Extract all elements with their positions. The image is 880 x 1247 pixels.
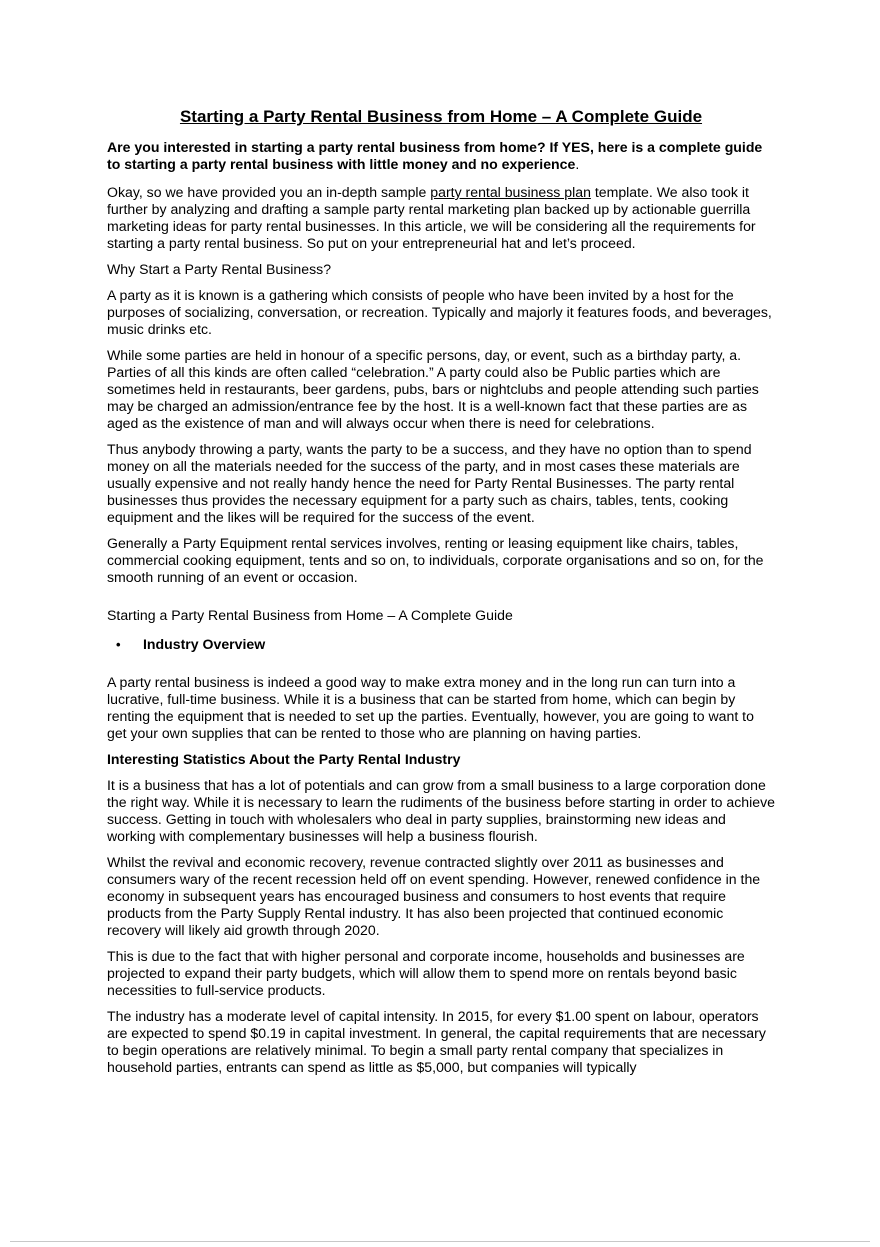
intro-text: Are you interested in starting a party rental business from home? If YES, here is a complete guide to starting a party rental business with little money and no experience <box>107 139 763 172</box>
bullet-icon: • <box>116 637 121 652</box>
paragraph-4: Thus anybody throwing a party, wants the party to be a success, and they have no option than to spend money on all the materials needed for the success of the party, and in most cases these materials are usually expensive and not really handy hence the need for Party Rental Businesses. The party rental businesses thus provides the necessary equipment for a party such as chairs, tables, tents, cooking equipment and the likes will be required for the success of the event. <box>107 441 752 525</box>
paragraph-1-before: Okay, so we have provided you an in-depth sample <box>107 184 431 200</box>
paragraph-6: A party rental business is indeed a good way to make extra money and in the long run can turn into a lucrative, full-time business. While it is a business that can be started from home, which can begin by renting the equipment that is needed to set up the parties. Eventually, however, you are going to want to get your own supplies that can be rented to those who are planning on having parties. <box>107 674 754 741</box>
page-title: Starting a Party Rental Business from Home – A Complete Guide <box>179 107 703 126</box>
paragraph-10: The industry has a moderate level of capital intensity. In 2015, for every $1.00 spent on labour, operators are expected to spend $0.19 in capital investment. In general, the capital requirements that are necessary to begin operations are relatively minimal. To begin a small party rental company that specializes in household parties, entrants can spend as little as $5,000, but companies will typically <box>107 1008 766 1075</box>
paragraph-1 <box>107 184 775 252</box>
paragraph-3: While some parties are held in honour of a specific persons, day, or event, such as a birthday party, a. Parties of all this kinds are often called “celebration.” A party could also be Public parties which are sometimes held in restaurants, beer gardens, pubs, bars or nightclubs and people attending such parties may be charged an admission/entrance fee by the host. It is a well-known fact that these parties are as aged as the existence of man and will always occur when there is need for celebrations. <box>107 347 759 431</box>
bullet-label: Industry Overview <box>143 636 266 652</box>
business-plan-link[interactable]: party rental business plan <box>430 184 591 200</box>
paragraph-8: Whilst the revival and economic recovery, revenue contracted slightly over 2011 as businesses and consumers wary of the recent recession held off on event spending. However, renewed confidence in the economy in subsequent years has encouraged business and consumers to host events that require products from the Party Supply Rental industry. It has also been projected that continued economic recovery will likely aid growth through 2020. <box>107 854 761 938</box>
why-heading: Why Start a Party Rental Business? <box>107 261 332 277</box>
paragraph-5: Generally a Party Equipment rental services involves, renting or leasing equipment like chairs, tables, commercial cooking equipment, tents and so on, to individuals, corporate organisations and so on, for the smooth running of an event or occasion. <box>107 535 764 585</box>
paragraph-7: It is a business that has a lot of potentials and can grow from a small business to a large corporation done the right way. While it is necessary to learn the rudiments of the business before starting in order to achieve success. Getting in touch with wholesalers who deal in party supplies, brainstorming new ideas and working with complementary businesses will help a business flourish. <box>107 777 775 844</box>
intro-end: . <box>575 156 580 172</box>
intro-paragraph <box>107 139 775 173</box>
bullet-item <box>107 636 775 653</box>
page-bottom-divider <box>10 1241 870 1242</box>
section-subtitle: Starting a Party Rental Business from Home – A Complete Guide <box>107 607 513 623</box>
paragraph-2: A party as it is known is a gathering which consists of people who have been invited by a host for the purposes of socializing, conversation, or recreation. Typically and majorly it features foods, and beverages, music drinks etc. <box>107 287 772 337</box>
document-body <box>107 106 775 1085</box>
paragraph-1-after: template. We also took it further by analyzing and drafting a sample party rental marketing plan backed up by actionable guerrilla marketing ideas for party rental businesses. In this article, we will be considering all the requirements for starting a party rental business. So put on your entrepreneurial hat and let’s proceed. <box>107 184 756 251</box>
paragraph-9: This is due to the fact that with higher personal and corporate income, households and businesses are projected to expand their party budgets, which will allow them to spend more on rentals beyond basic necessities to full-service products. <box>107 948 745 998</box>
stats-heading: Interesting Statistics About the Party Rental Industry <box>107 751 461 767</box>
